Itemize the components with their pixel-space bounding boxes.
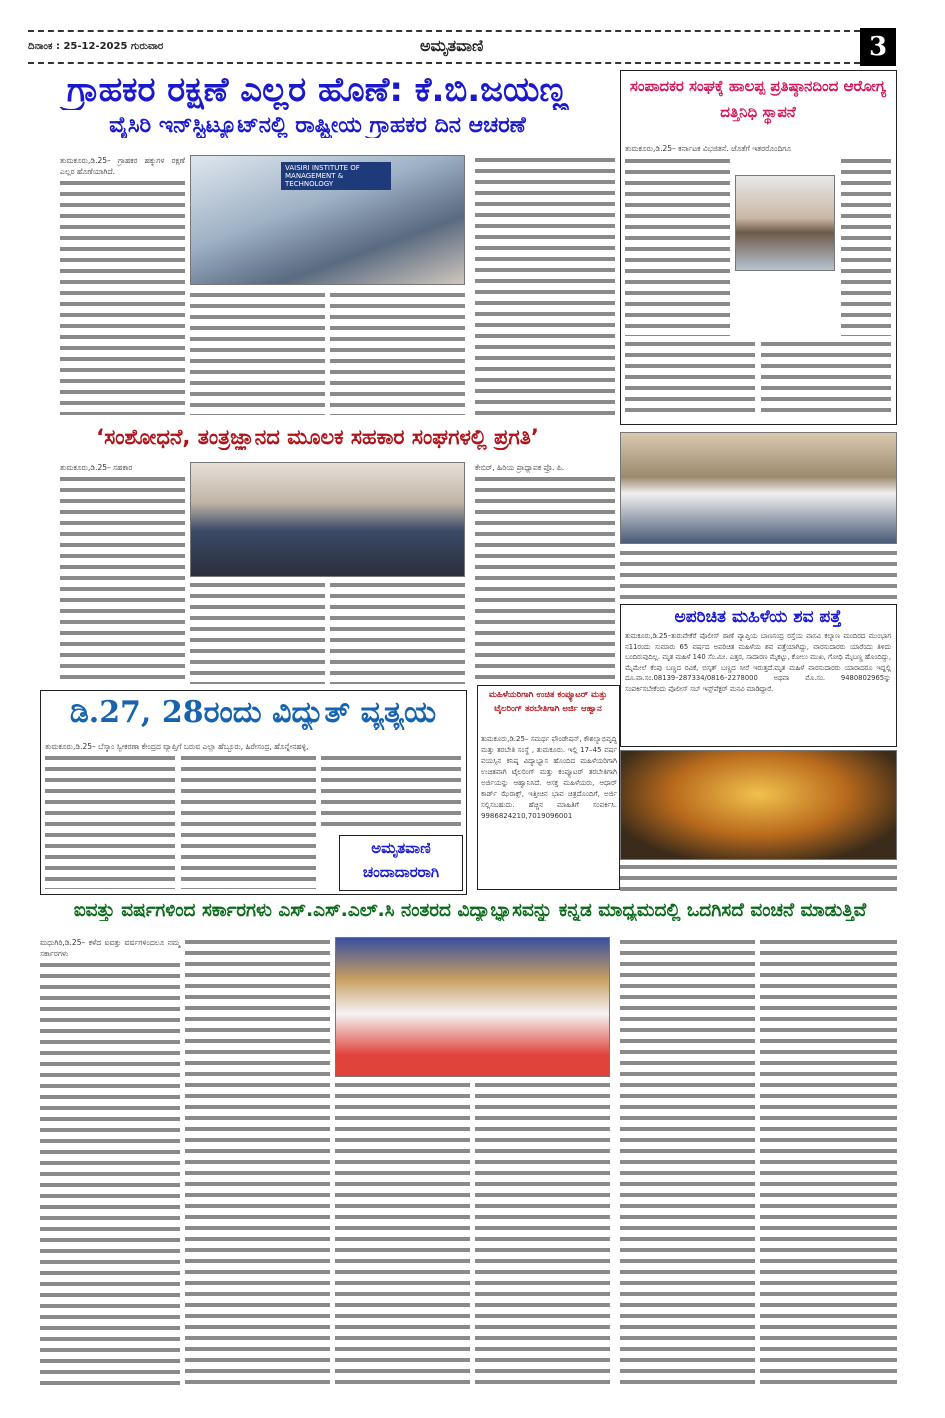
header-rule-bottom bbox=[28, 62, 860, 64]
article1-subheadline: ವೈಸಿರಿ ಇನ್‌ಸ್ಟಿಟ್ಯೂಟ್‌ನಲ್ಲಿ ರಾಷ್ಟ್ರೀಯ ಗ್ರಾಹಕರ ದಿನ ಆಚರಣೆ bbox=[109, 113, 526, 138]
notice-headline: ಅಪರಿಚಿತ ಮಹಿಳೆಯ ಶವ ಪತ್ತೆ bbox=[674, 607, 842, 627]
article4-headline: ಐವತ್ತು ವರ್ಷಗಳಿಂದ ಸರ್ಕಾರಗಳು ಎಸ್.ಎಸ್.ಎಲ್.ಸಿ ನಂತರದ ವಿದ್ಯಾಭ್ಯಾಸವನ್ನು ಕನ್ನಡ ಮಾಧ್ಯಮದಲ್ಲಿ ಒದಗಿಸದೆ ವಂಚನೆ ಮಾಡುತ್ತಿವೆ bbox=[73, 900, 867, 921]
article1-col3 bbox=[330, 290, 465, 415]
notice-box bbox=[620, 604, 897, 747]
article1-col2 bbox=[190, 290, 325, 415]
women-headline: ಮಹಿಳೆಯರಿಗಾಗಿ ಉಚಿತ ಕಂಪ್ಯೂಟರ್ ಮತ್ತು ಟೈಲರಿಂಗ್ ತರಬೇತಿಗಾಗಿ ಅರ್ಜಿ ಆಹ್ವಾನ bbox=[488, 690, 608, 714]
article3-lead: ತುಮಕೂರು,ಡಿ.25– ಬೆಸ್ಕಾಂ ಸ್ವೀಕರಣಾ ಕೇಂದ್ರದ ವ್ಯಾಪ್ತಿಗೆ ಬರುವ ಎಲ್ಲಾ ಹೆಬ್ಬೂರು, ಹಿರೇಸಂದ್ರ, ಹೊನ್ನೇನಹಳ್ಳಿ, bbox=[45, 742, 309, 751]
event-photo-caption bbox=[620, 548, 897, 600]
temple-photo-caption bbox=[620, 862, 897, 892]
article2-col3-lead: ಕೇಬಿರ್, ಹಿರಿಯ ಪ್ರಾಧ್ಯಾಪಕ ಪ್ರೊ. ಪಿ. bbox=[475, 463, 565, 472]
article1-col1 bbox=[60, 178, 185, 415]
page-number: 3 bbox=[860, 28, 896, 66]
notice-body: ತುಮಕೂರು,ಡಿ.25–ತುರುವೇಕೆರೆ ಪೊಲೀಸ್ ಠಾಣೆ ವ್ಯಾಪ್ತಿಯ ಬಾಣಸಂದ್ರ ರಸ್ತೆಯ ವಾಸವಿ ಕಲ್ಯಾಣ ಮಂದಿರದ ಮುಂಭಾಗ ನ11ರಂದು ಸುಮಾರು 65 ವರ್ಷದ ಅಪರಿಚಿತ ಮಹಿಳೆಯ ಶವ ಪತ್ತೆಯಾಗಿದ್ದು, ವಾರಸುದಾರರು ಯಾರೆಂದು ತಿಳಿದು ಬಂದಿರುವುದಿಲ್ಲ. ಮೃತ ಮಹಿಳೆ 140 ಸೆಂ.ಮೀ. ಎತ್ತರ, ಸಾದಾರಣ ಮೈಕಟ್ಟು, ಕೋಲು ಮುಖ, ಗೋಧಿ ಮೈಬಣ್ಣ ಹೊಂದಿದ್ದು, ಮೈಮೇಲೆ ಕೆಂಪು ಬಣ್ಣದ ರವಿಕೆ, ಬಿಸ್ಕತ್ ಬಣ್ಣದ ಸೀರೆ ಇರುತ್ತದೆ.ಮೃತ ಮಹಿಳೆ ವಾರಸುದಾರರು ಯಾರಾದರೂ ಇದ್ದಲ್ಲಿ ದೂ.ವಾ.ಸಂ.08139–287334/0816–2278000 ಅಥವಾ ಮೊ.ಸಂ. 9480802965ನ್ನು ಸಂಪರ್ಕಿಸಬೇಕೆಂದು ಪೊಲೀಸ್ ಸಬ್ ಇನ್ಸ್‌ಪೆಕ್ಟರ್ ಮನವಿ ಮಾಡಿದ್ದಾರೆ. bbox=[625, 632, 891, 693]
sidebar1-lead: ತುಮಕೂರು,ಡಿ.25– ಕರ್ನಾಟಕ ವಿಭಜಿತನೆ. ಜೊತೆಗೆ ಇತರರೊಂದಿಗೂ bbox=[625, 144, 792, 153]
promo-line1: ಅಮೃತವಾಣಿ bbox=[371, 839, 431, 857]
article1-col4 bbox=[475, 155, 615, 415]
subscribe-promo bbox=[339, 835, 463, 891]
issue-date: ದಿನಾಂಕ : 25-12-2025 ಗುರುವಾರ bbox=[28, 41, 164, 52]
article2-lead: ತುಮಕೂರು,ಡಿ.25– ಸಹಕಾರ bbox=[60, 463, 133, 472]
article4-photo bbox=[335, 937, 610, 1077]
power-cut-box bbox=[40, 690, 467, 895]
article2-headline: ‘ಸಂಶೋಧನೆ, ತಂತ್ರಜ್ಞಾನದ ಮೂಲಕ ಸಹಕಾರ ಸಂಘಗಳಲ್ಲಿ ಪ್ರಗತಿ’ bbox=[96, 425, 539, 449]
portrait-photo bbox=[735, 175, 835, 271]
article1-lead: ತುಮಕೂರು,ಡಿ.25– ಗ್ರಾಹಕರ ಹಕ್ಕುಗಳ ರಕ್ಷಣೆ ಎಲ್ಲರ ಹೊಣೆಯಾಗಿದೆ. bbox=[60, 156, 185, 176]
masthead: ಅಮೃತವಾಣಿ bbox=[420, 36, 484, 55]
photo-banner: VAISIRI INSTITUTE OF MANAGEMENT & TECHNOLOGY bbox=[281, 162, 391, 190]
women-training-box bbox=[477, 685, 620, 890]
promo-line2: ಚಂದಾದಾರರಾಗಿ bbox=[362, 863, 440, 881]
temple-photo bbox=[620, 750, 897, 860]
women-body: ತುಮಕೂರು,ಡಿ.25– ಸಮರ್ಥ ಫೌಂಡೇಷನ್, ಕೌಶಲ್ಯಾಭಿವೃದ್ಧಿ ಮತ್ತು ತರಬೇತಿ ಸಂಸ್ಥೆ , ತುಮಕೂರು. ಇಲ್ಲಿ 17–45 ವರ್ಷ ವಯಸ್ಸಿನ ಕನಿಷ್ಠ ವಿದ್ಯಾಭ್ಯಾಸ ಹೊಂದಿದ ಮಹಿಳೆಯರಿಗಾಗಿ ಉಚಿತವಾಗಿ ಟೈಲರಿಂಗ್ ಮತ್ತು ಕಂಪ್ಯೂಟರ್ ತರಬೇತಿಗಾಗಿ ಅರ್ಜಿಯನ್ನು ಆಹ್ವಾನಿಸಿದೆ. ಆಸಕ್ತ ಮಹಿಳೆಯರು, ಆಧಾರ್ ಕಾರ್ಡ್ ಝೆರಾಕ್ಸ್, ಇತ್ತೀಚಿನ ಭಾವ ಚಿತ್ರದೊಂದಿಗೆ, ಅರ್ಜಿ ಸಲ್ಲಿಸಬಹುದು. ಹೆಚ್ಚಿನ ಮಾಹಿತಿಗೆ ಸಂಪರ್ಕಿಸಿ. 9986824210,7019096001 bbox=[481, 735, 617, 820]
sidebar1-box bbox=[620, 70, 897, 425]
header-rule-top bbox=[28, 30, 860, 32]
article2-photo bbox=[190, 462, 465, 577]
article1-headline: ಗ್ರಾಹಕರ ರಕ್ಷಣೆ ಎಲ್ಲರ ಹೊಣೆ: ಕೆ.ಬಿ.ಜಯಣ್ಣ bbox=[66, 70, 569, 110]
article1-photo bbox=[190, 155, 465, 285]
event-photo bbox=[620, 432, 897, 544]
article3-headline: ಡಿ.27, 28ರಂದು ವಿದ್ಯುತ್ ವ್ಯತ್ಯಯ bbox=[69, 695, 437, 730]
article4-lead: ಮಧುಗಿರಿ,ಡಿ.25– ಕಳೆದ ಐವತ್ತು ವರ್ಷಗಳಿಂದಲೂ ನಮ್ಮ ಸರ್ಕಾರಗಳು bbox=[40, 938, 180, 958]
sidebar1-headline: ಸಂಪಾದಕರ ಸಂಘಕ್ಕೆ ಹಾಲಪ್ಪ ಪ್ರತಿಷ್ಠಾನದಿಂದ ಆರೋಗ್ಯ ದತ್ತಿನಿಧಿ ಸ್ಥಾಪನೆ bbox=[629, 77, 887, 121]
